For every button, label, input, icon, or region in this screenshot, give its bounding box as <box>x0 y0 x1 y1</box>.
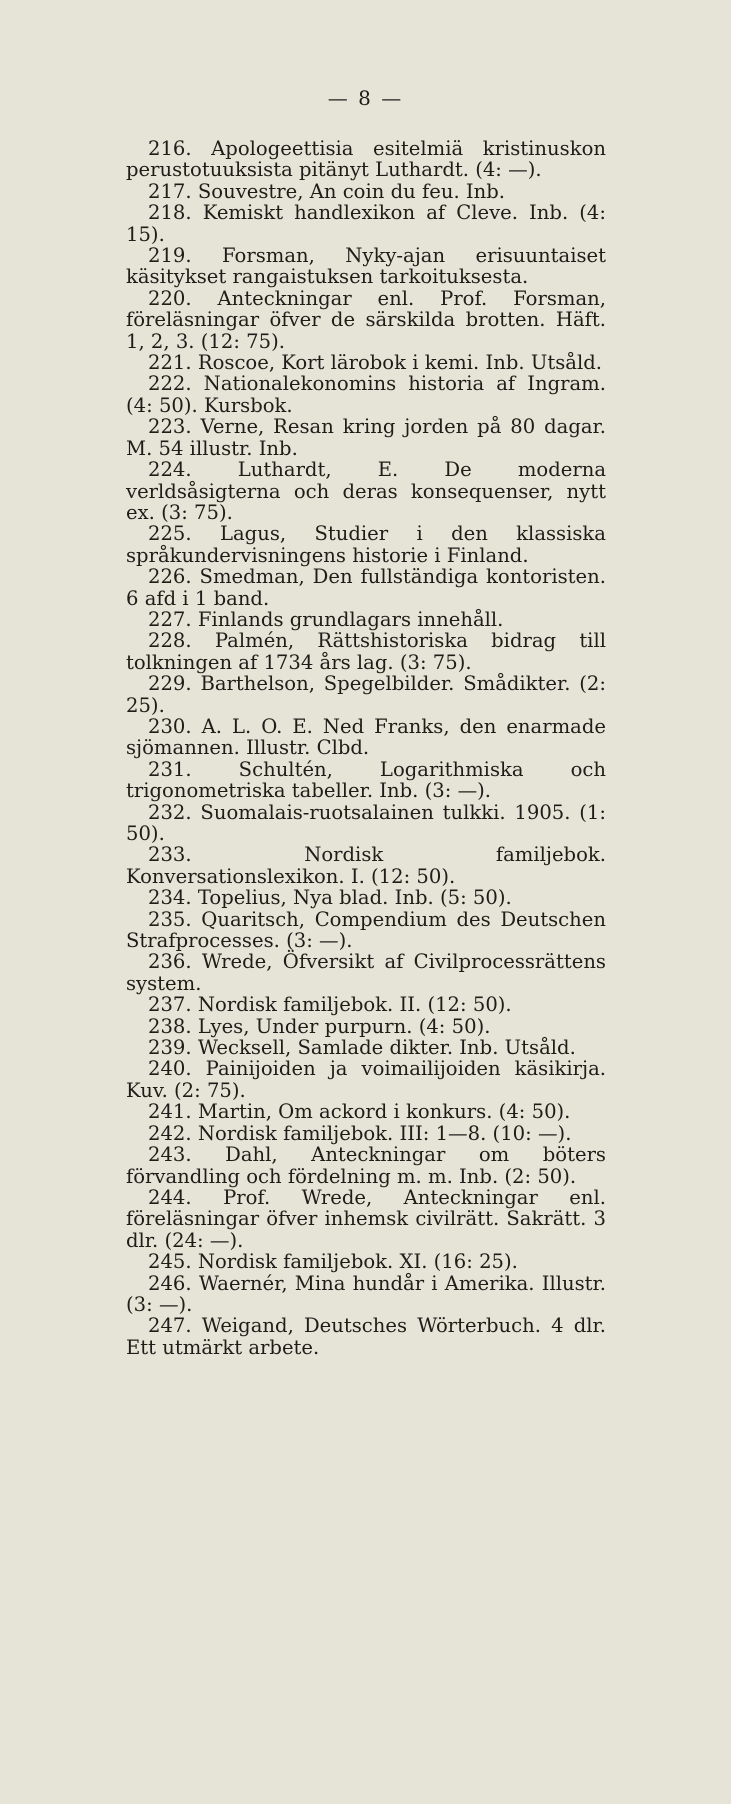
list-item: 236. Wrede, Öfversikt af Civilprocessrättens system. <box>126 950 606 995</box>
list-item: 224. Luthardt, E. De moderna verldsåsigterna och deras konsequenser, nytt ex. (3: 75). <box>126 458 606 524</box>
list-item: 223. Verne, Resan kring jorden på 80 dagar. M. 54 illustr. Inb. <box>126 415 606 460</box>
list-item: 244. Prof. Wrede, Anteckningar enl. föreläsningar öfver inhemsk civilrätt. Sakrätt. 3 dlr. (24: —). <box>126 1185 606 1252</box>
list-item: 233. Nordisk familjebok. Konversationslexikon. I. (12: 50). <box>126 843 606 888</box>
list-item: 226. Smedman, Den fullständiga kontoristen. 6 afd i 1 band. <box>126 565 606 610</box>
list-item: 219. Forsman, Nyky-ajan erisuuntaiset käsitykset rangaistuksen tarkoituksesta. <box>126 244 606 289</box>
list-item: 220. Anteckningar enl. Prof. Forsman, föreläsningar öfver de särskilda brotten. Häft. 1, 2, 3. (12: 75). <box>126 286 606 353</box>
list-item: 230. A. L. O. E. Ned Franks, den enarmade sjömannen. Illustr. Clbd. <box>126 714 606 760</box>
list-item: 231. Schultén, Logarithmiska och trigonometriska tabeller. Inb. (3: —). <box>126 757 606 803</box>
list-item: 228. Palmén, Rättshistoriska bidrag till tolkningen af 1734 års lag. (3: 75). <box>126 629 606 674</box>
list-item: 246. Waernér, Mina hundår i Amerika. Illustr. (3: —). <box>126 1271 606 1316</box>
list-item: 218. Kemiskt handlexikon af Cleve. Inb. (4: 15). <box>126 201 606 246</box>
list-item: 240. Painijoiden ja voimailijoiden käsikirja. Kuv. (2: 75). <box>126 1057 606 1102</box>
list-item: 232. Suomalais-ruotsalainen tulkki. 1905. (1: 50). <box>126 800 606 845</box>
list-item: 235. Quaritsch, Compendium des Deutschen Strafprocesses. (3: —). <box>126 907 606 953</box>
list-item: 216. Apologeettisia esitelmiä kristinuskon perustotuuksista pitänyt Luthardt. (4: —). <box>126 137 606 182</box>
page-number: — 8 — <box>327 86 404 110</box>
list-item: 242. Nordisk familjebok. III: 1—8. (10: —). <box>148 1121 572 1145</box>
list-item: 239. Wecksell, Samlade dikter. Inb. Utsåld. <box>148 1036 576 1060</box>
list-item: 238. Lyes, Under purpurn. (4: 50). <box>148 1014 491 1038</box>
list-item: 229. Barthelson, Spegelbilder. Smådikter. (2: 25). <box>126 672 606 717</box>
list-item: 237. Nordisk familjebok. II. (12: 50). <box>148 993 512 1017</box>
list-item: 221. Roscoe, Kort lärobok i kemi. Inb. Utsåld. <box>148 351 602 375</box>
list-item: 245. Nordisk familjebok. XI. (16: 25). <box>148 1250 518 1274</box>
list-item: 227. Finlands grundlagars innehåll. <box>148 607 504 631</box>
list-item: 217. Souvestre, An coin du feu. Inb. <box>148 179 506 203</box>
list-item: 234. Topelius, Nya blad. Inb. (5: 50). <box>148 886 512 910</box>
list-item: 225. Lagus, Studier i den klassiska språkundervisningens historie i Finland. <box>126 522 606 567</box>
list-item: 247. Weigand, Deutsches Wörterbuch. 4 dlr. Ett utmärkt arbete. <box>126 1314 606 1359</box>
entry-list <box>126 138 606 1358</box>
list-item: 241. Martin, Om ackord i konkurs. (4: 50). <box>148 1100 571 1124</box>
list-item: 243. Dahl, Anteckningar om böters förvandling och fördelning m. m. Inb. (2: 50). <box>126 1143 606 1188</box>
list-item: 222. Nationalekonomins historia af Ingram. (4: 50). Kursbok. <box>126 372 606 417</box>
